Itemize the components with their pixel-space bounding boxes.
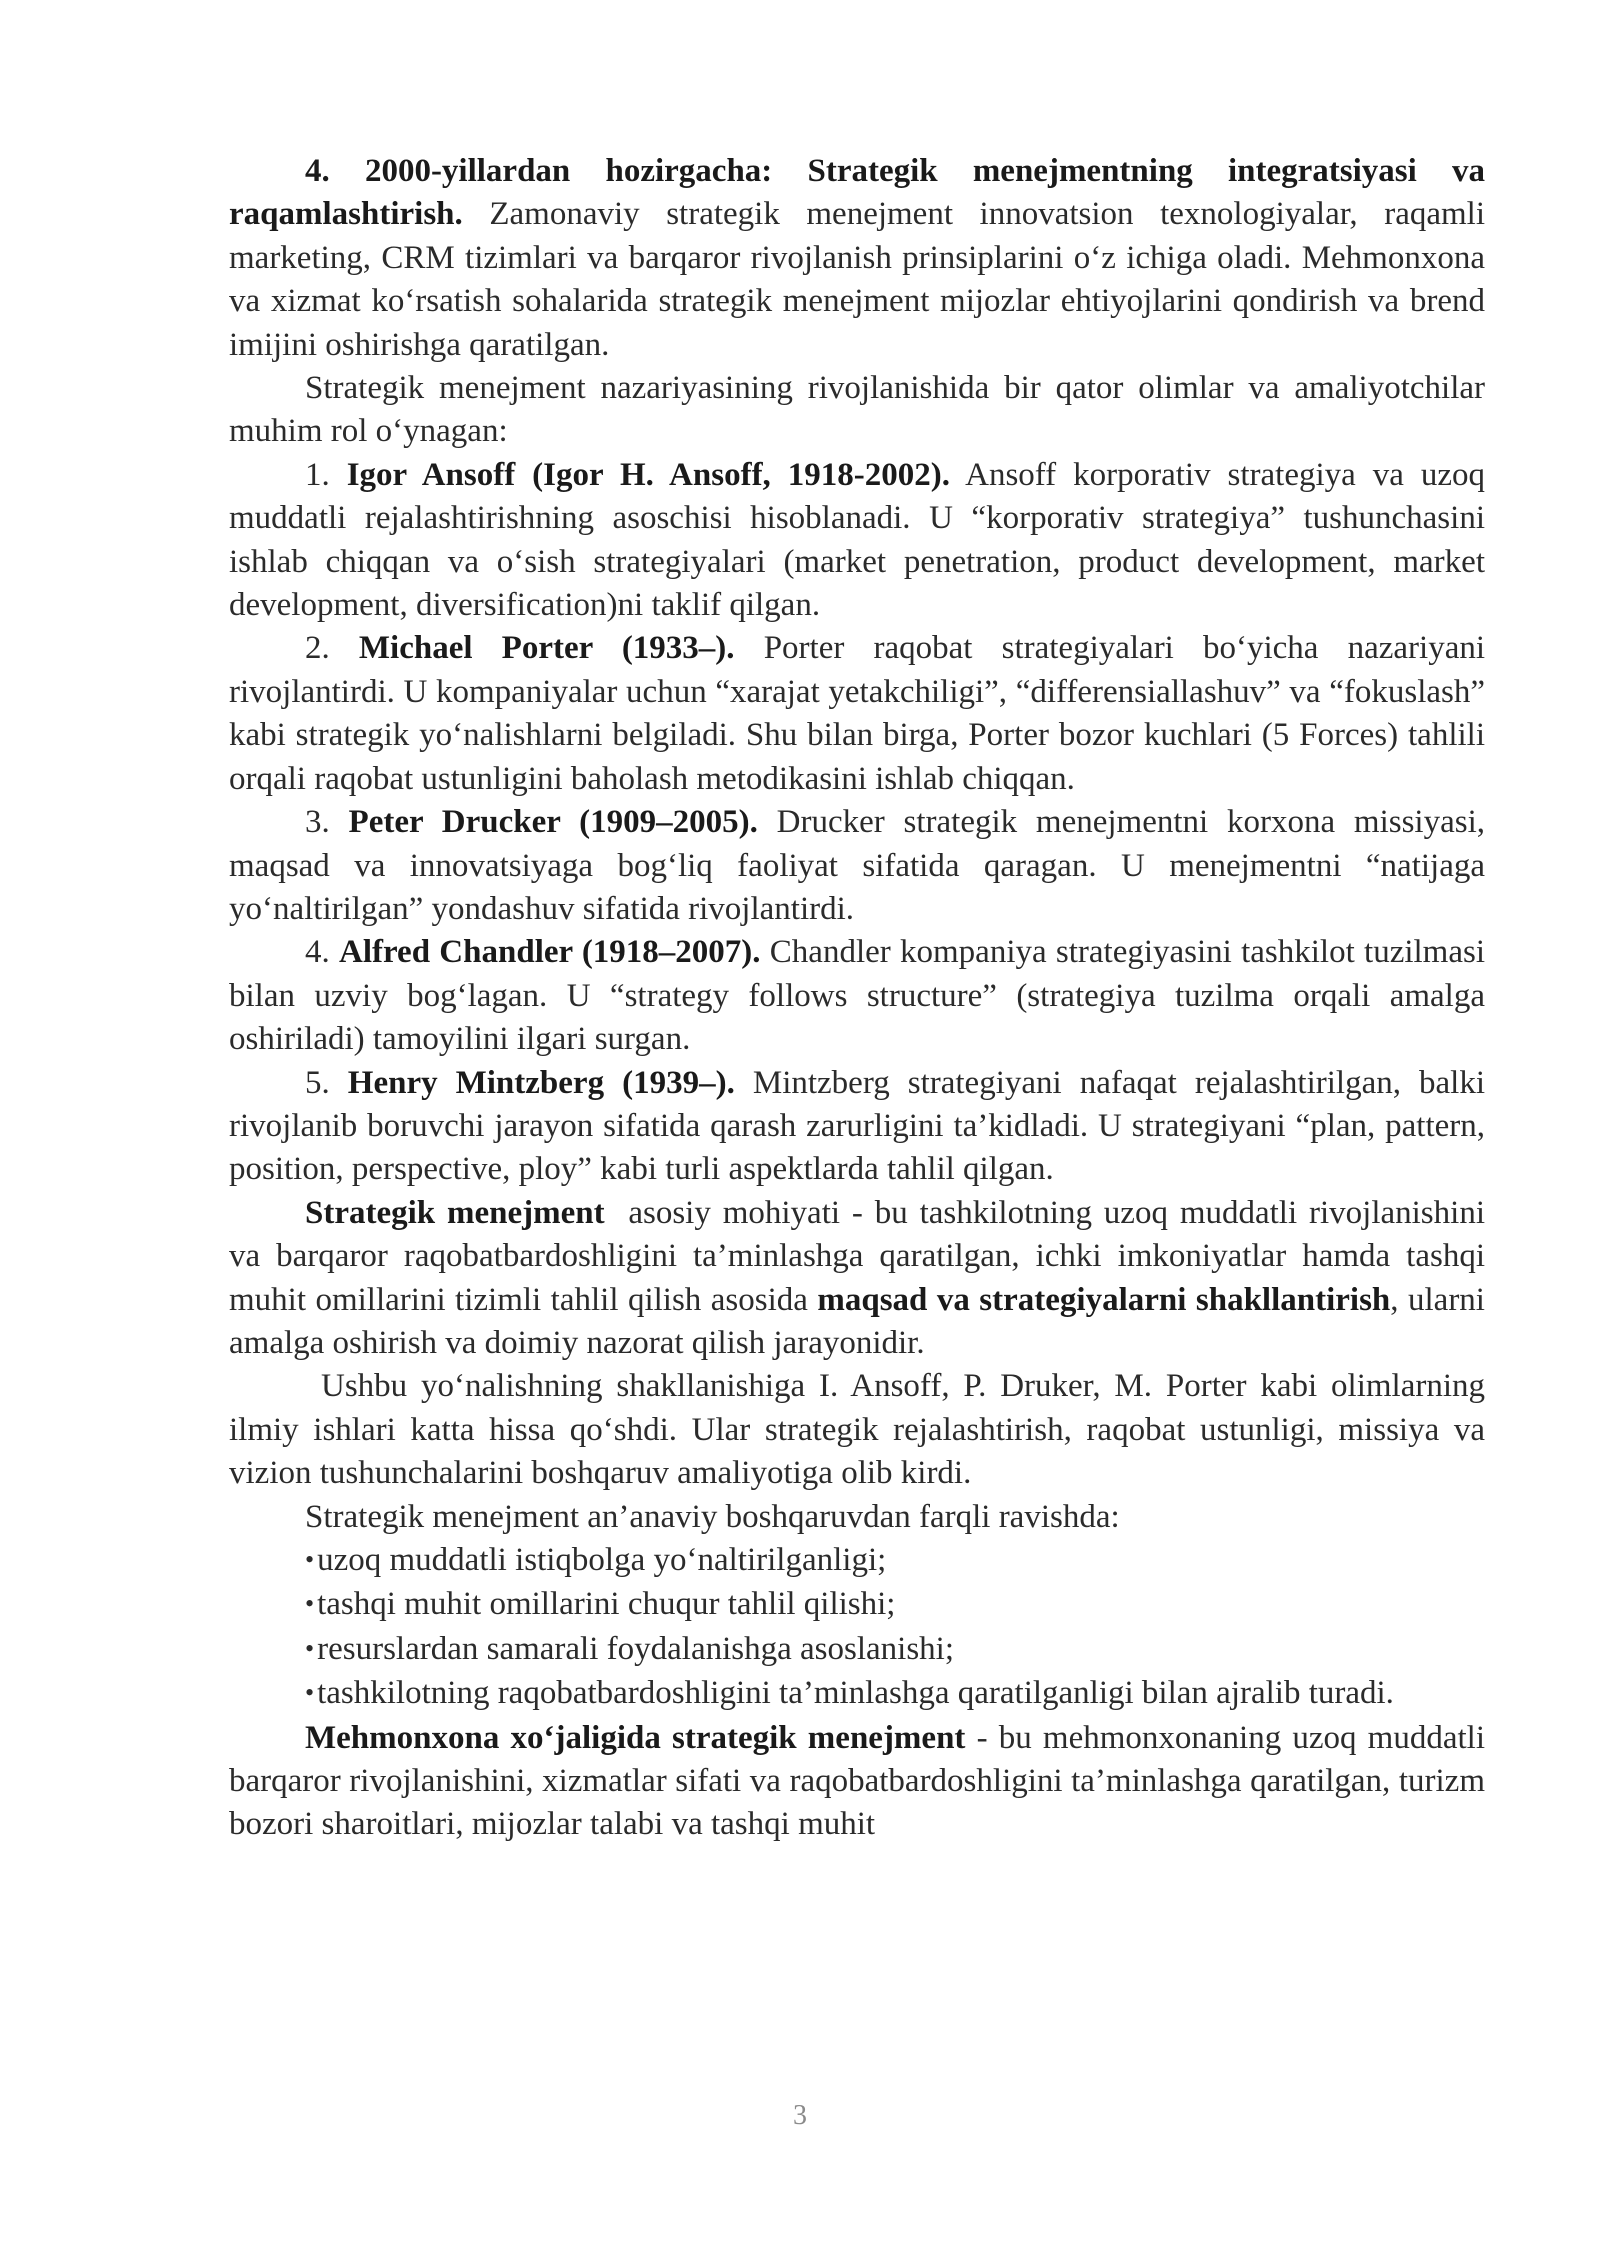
- bullet-item: [229, 1672, 1485, 1716]
- scholar-name: Alfred Chandler (1918–2007).: [339, 934, 761, 971]
- paragraph-contributors: [229, 1365, 1485, 1495]
- hotel-strategy-term: Mehmonxona xo‘jaligida strategik menejment: [305, 1719, 966, 1756]
- bullet-icon: •: [305, 1633, 315, 1663]
- bullet-text: tashqi muhit omillarini chuqur tahlil qilishi;: [317, 1586, 896, 1623]
- scholar-item: [229, 627, 1485, 801]
- period-text: Zamonaviy strategik menejment innovatsion texnologiyalar, raqamli marketing, CRM tizimlari va barqaror rivojlanish prinsiplarini o‘z ichiga oladi. Mehmonxona va xizmat ko‘rsatish sohalarida strategik menejment mijozlar ehtiyojlarini qondirish va brend imijini oshirishga qaratilgan.: [229, 196, 1485, 363]
- scholar-name: Henry Mintzberg (1939–).: [347, 1064, 735, 1101]
- document-page: [229, 150, 1494, 1847]
- definition-term: Strategik menejment: [305, 1194, 605, 1231]
- scholar-name: Igor Ansoff (Igor H. Ansoff, 1918-2002).: [346, 456, 950, 493]
- scholar-text: Chandler kompaniya strategiyasini tashkilot tuzilmasi bilan uzviy bog‘lagan. U “strategy follows structure” (strategiya tuzilma orqali amalga oshiriladi) tamoyilini ilgari surgan.: [229, 934, 1485, 1058]
- differences-intro-text: Strategik menejment an’anaviy boshqaruvdan farqli ravishda:: [305, 1498, 1120, 1535]
- page-number: 3: [793, 2100, 807, 2131]
- bullet-icon: •: [305, 1545, 315, 1574]
- scholars-intro-text: Strategik menejment nazariyasining rivojlanishida bir qator olimlar va amaliyotchilar muhim rol o‘ynagan:: [229, 370, 1485, 450]
- scholar-name: Michael Porter (1933–).: [358, 630, 735, 667]
- definition-emphasis: maqsad va strategiyalarni shakllantirish: [817, 1281, 1391, 1318]
- paragraph-hotel-strategy: [229, 1717, 1485, 1847]
- scholar-number: 1.: [305, 456, 347, 493]
- scholar-number: 5.: [305, 1064, 348, 1101]
- scholar-text: Ansoff korporativ strategiya va uzoq muddatli rejalashtirishning asoschisi hisoblanadi. U “korporativ strategiya” tushunchasini ishlab chiqqan va o‘sish strategiyalari (market penetration, product development, market development, diversification)ni taklif qilgan.: [229, 456, 1485, 624]
- paragraph-period-4: [229, 150, 1485, 367]
- scholar-text: Drucker strategik menejmentni korxona missiyasi, maqsad va innovatsiyaga bog‘liq faoliyat sifatida qaragan. U menejmentni “natijaga yo‘naltirilgan” yondashuv sifatida rivojlantirdi.: [229, 804, 1485, 927]
- paragraph-differences-intro: [229, 1496, 1485, 1539]
- bullet-text: uzoq muddatli istiqbolga yo‘naltirilganligi;: [317, 1542, 887, 1578]
- scholar-name: Peter Drucker (1909–2005).: [348, 804, 758, 841]
- paragraph-definition: [229, 1192, 1494, 1366]
- bullet-text: tashkilotning raqobatbardoshligini ta’minlashga qaratilganligi bilan ajralib turadi.: [317, 1675, 1394, 1712]
- definition-text-2: , ularni amalga oshirish va doimiy nazorat qilish jarayonidir.: [229, 1281, 1485, 1361]
- scholar-item: [229, 801, 1485, 931]
- bullet-item: [229, 1583, 1485, 1627]
- bullet-item: [229, 1628, 1485, 1672]
- scholar-item: [229, 931, 1485, 1061]
- bullet-icon: •: [305, 1678, 315, 1708]
- bullet-item: [229, 1539, 1485, 1583]
- hotel-strategy-text: - bu mehmonxonaning uzoq muddatli barqaror rivojlanishini, xizmatlar sifati va raqobatbardoshligini ta’minlashga qaratilgan, turizm bozori sharoitlari, mijozlar talabi va tashqi muhit: [229, 1719, 1485, 1843]
- scholar-number: 3.: [305, 804, 349, 841]
- scholar-text: Porter raqobat strategiyalari bo‘yicha nazariyani rivojlantirdi. U kompaniyalar uchun “xarajat yetakchiligi”, “differensiallashuv” va “fokuslash” kabi strategik yo‘nalishlarni belgiladi. Shu bilan birga, Porter bozor kuchlari (5 Forces) tahlili orqali raqobat ustunligini baholash metodikasini ishlab chiqqan.: [229, 630, 1486, 797]
- scholar-item: [229, 454, 1485, 628]
- scholar-number: 2.: [305, 630, 359, 667]
- scholar-text: Mintzberg strategiyani nafaqat rejalashtirilgan, balki rivojlanib boruvchi jarayon sifatida qarash zarurligini ta’kidladi. U strategiyani “plan, pattern, position, perspective, ploy” kabi turli aspektlarda tahlil qilgan.: [229, 1064, 1485, 1188]
- contributors-text: Ushbu yo‘nalishning shakllanishiga I. Ansoff, P. Druker, M. Porter kabi olimlarning ilmiy ishlari katta hissa qo‘shdi. Ular strategik rejalashtirish, raqobat ustunligi, missiya va vizion tushunchalarini boshqaruv amaliyotiga olib kirdi.: [229, 1368, 1485, 1492]
- scholar-number: 4.: [305, 934, 340, 971]
- bullet-icon: •: [305, 1589, 315, 1619]
- scholar-item: [229, 1062, 1485, 1192]
- period-heading: 4. 2000-yillardan hozirgacha: Strategik menejmentning integratsiyasi va raqamlashtirish.: [229, 153, 1485, 233]
- definition-text-1: asosiy mohiyati - bu tashkilotning uzoq muddatli rivojlanishini va barqaror raqobatbardoshligini ta’minlashga qaratilgan, ichki imkoniyatlar hamda tashqi muhit omillarini tizimli tahlil qilish asosida: [229, 1194, 1494, 1318]
- bullet-text: resurslardan samarali foydalanishga asoslanishi;: [317, 1630, 955, 1667]
- paragraph-scholars-intro: [229, 367, 1485, 454]
